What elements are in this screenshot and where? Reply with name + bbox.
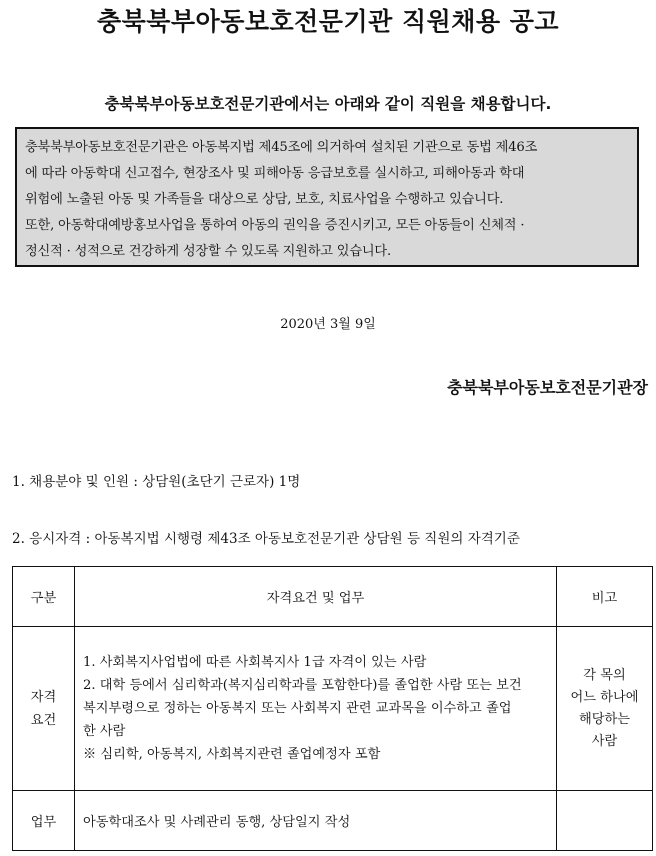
qualification-item: 1. 사회복지사업법에 따른 사회복지사 1급 자격이 있는 사람 [83, 655, 427, 670]
section-recruitment-field: 1. 채용분야 및 인원 : 상담원(초단기 근로자) 1명 [12, 474, 301, 490]
page-title: 충북북부아동보호전문기관 직원채용 공고 [96, 7, 560, 36]
header-requirements: 자격요건 및 업무 [75, 567, 557, 627]
qualification-label-line: 요건 [30, 712, 57, 728]
header-category: 구분 [13, 567, 75, 627]
qualification-label [13, 627, 75, 791]
header-note: 비고 [557, 567, 653, 627]
qualification-label-line: 자격 [30, 689, 57, 705]
intro-line: 충북북부아동보호전문기관은 아동복지법 제45조에 의거하여 설치된 기관으로 동법 제46조 [25, 140, 538, 155]
duty-label: 업무 [13, 791, 75, 851]
intro-line: 정신적 · 성적으로 건강하게 성장할 수 있도록 지원하고 있습니다. [25, 244, 391, 259]
qualification-item: 한 사람 [83, 724, 126, 739]
qualification-note [557, 627, 653, 791]
qualification-item: 복지부령으로 정하는 아동복지 또는 사회복지 관련 교과목을 이수하고 졸업 [83, 701, 512, 716]
subtitle: 충북북부아동보호전문기관에서는 아래와 같이 직원을 채용합니다. [104, 95, 552, 113]
requirements-table [12, 566, 653, 851]
note-line: 각 목의 [583, 667, 626, 683]
announcement-date: 2020년 3월 9일 [280, 317, 376, 332]
organization-signature: 충북북부아동보호전문기관장 [447, 378, 648, 397]
section-qualification: 2. 응시자격 : 아동복지법 시행령 제43조 아동보호전문기관 상담원 등 직원의 자격기준 [12, 531, 520, 547]
intro-line: 위험에 노출된 아동 및 가족들을 대상으로 상담, 보호, 치료사업을 수행하고 있습니다. [25, 192, 504, 207]
table-row-qualification [13, 627, 653, 791]
qualification-item: 2. 대학 등에서 심리학과(복지심리학과를 포함한다)를 졸업한 사람 또는 보건 [83, 678, 522, 693]
note-line: 해당하는 [579, 711, 630, 727]
qualification-item: ※ 심리학, 아동복지, 사회복지관련 졸업예정자 포함 [83, 747, 381, 762]
intro-box [15, 127, 639, 267]
qualification-content [75, 627, 557, 791]
duty-note [557, 791, 653, 851]
intro-line: 또한, 아동학대예방홍보사업을 통하여 아동의 권익을 증진시키고, 모든 아동들이 신체적 · [25, 218, 525, 233]
table-row-duty [13, 791, 653, 851]
note-line: 사람 [591, 733, 618, 749]
duty-content: 아동학대조사 및 사례관리 동행, 상담일지 작성 [75, 791, 557, 851]
note-line: 어느 하나에 [570, 689, 639, 705]
intro-line: 에 따라 아동학대 신고접수, 현장조사 및 피해아동 응급보호를 실시하고, 피해아동과 학대 [25, 166, 525, 181]
table-header-row [13, 567, 653, 627]
